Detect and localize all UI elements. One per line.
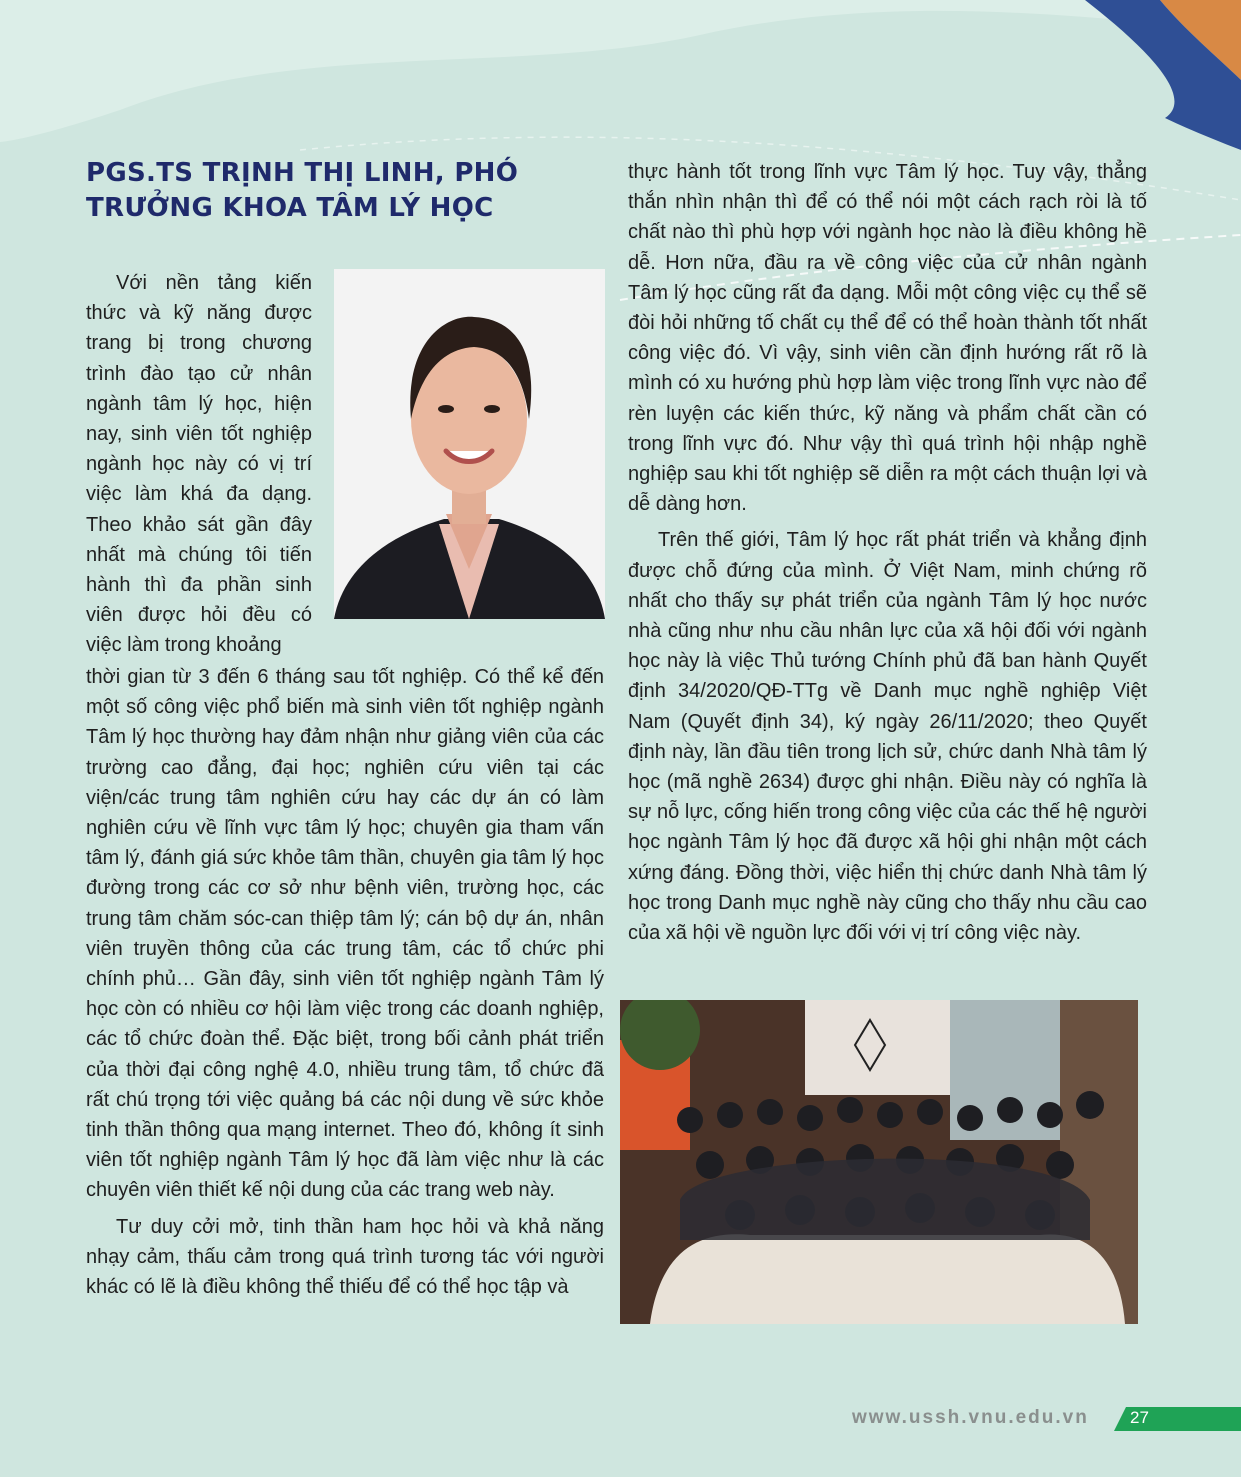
light-wave [0, 0, 1241, 142]
left-column-wide [86, 662, 604, 1302]
article-heading: PGS.TS TRỊNH THỊ LINH, PHÓ TRƯỞNG KHOA TÂM LÝ HỌC [86, 158, 519, 223]
paragraph: Tư duy cởi mở, tinh thần ham học hỏi và khả năng nhạy cảm, thấu cảm trong quá trình tương tác với người khác có lẽ là điều không thể thiếu để có thể học tập và [86, 1215, 604, 1299]
portrait-photo [334, 269, 605, 619]
page-number: 27 [1130, 1408, 1149, 1427]
left-column-narrow [86, 268, 312, 661]
right-column [628, 157, 1147, 948]
paragraph: Với nền tảng kiến thức và kỹ năng được trang bị trong chương trình đào tạo cử nhân ngành tâm lý học, hiện nay, sinh viên tốt nghiệp ngành học này có vị trí việc làm khá đa dạng. Theo khảo sát gần đây nhất mà chúng tôi tiến hành thì đa phần sinh viên được hỏi đều có việc làm trong khoảng [86, 272, 312, 657]
footer-url: www.ussh.vnu.edu.vn [852, 1407, 1089, 1428]
paragraph: thực hành tốt trong lĩnh vực Tâm lý học. Tuy vậy, thẳng thắn nhìn nhận thì để có thể nói một cách rạch ròi là tố chất nào thì phù hợp với ngành học nào là điều không hề dễ. Hơn nữa, đầu ra về công việc của cử nhân ngành Tâm lý học cũng rất đa dạng. Mỗi một công việc cụ thể sẽ đòi hỏi những tố chất cụ thể để có thể hoàn thành tốt nhất công việc đó. Vì vậy, sinh viên cần định hướng rất rõ là mình có xu hướng phù hợp làm việc trong lĩnh vực nào để rèn luyện các kiến thức, kỹ năng và phẩm chất cần có trong lĩnh vực đó. Như vậy thì quá trình hội nhập nghề nghiệp sau khi tốt nghiệp sẽ diễn ra một cách thuận lợi và dễ dàng hơn. [628, 161, 1147, 516]
paragraph: thời gian từ 3 đến 6 tháng sau tốt nghiệp. Có thể kể đến một số công việc phổ biến mà sinh viên tốt nghiệp ngành Tâm lý học thường hay đảm nhận như giảng viên của các trường cao đẳng, đại học; nghiên cứu viên tại các viện/các trung tâm nghiên cứu hay các dự án có làm nghiên cứu về lĩnh vực tâm lý học; chuyên gia tham vấn tâm lý, đánh giá sức khỏe tâm thần, chuyên gia tâm lý học đường trong các cơ sở như bệnh viên, trường học, các trung tâm chăm sóc-can thiệp tâm lý; cán bộ dự án, nhân viên truyền thông của các trung tâm, các tổ chức phi chính phủ… Gần đây, sinh viên tốt nghiệp ngành Tâm lý học còn có nhiều cơ hội làm việc trong các doanh nghiệp, các tổ chức đoàn thể. Đặc biệt, trong bối cảnh phát triển của thời đại công nghệ 4.0, nhiều trung tâm, tổ chức đã rất chú trọng tới việc quảng bá các nội dung về sức khỏe tinh thần thông qua mạng internet. Theo đó, không ít sinh viên tốt nghiệp ngành Tâm lý học đã làm việc như là các chuyên viên thiết kế nội dung của các trang web này. [86, 666, 604, 1202]
paragraph: Trên thế giới, Tâm lý học rất phát triển và khẳng định được chỗ đứng của mình. Ở Việt Nam, minh chứng rõ nhất cho thấy sự phát triển của ngành Tâm lý học nước nhà cũng như nhu cầu nhân lực của xã hội đối với ngành học này là việc Thủ tướng Chính phủ đã ban hành Quyết định 34/2020/QĐ-TTg về Danh mục nghề nghiệp Việt Nam (Quyết định 34), ký ngày 26/11/2020; theo Quyết định này, lần đầu tiên trong lịch sử, chức danh Nhà tâm lý học (mã nghề 2634) được ghi nhận. Điều này có nghĩa là sự nỗ lực, cống hiến trong công việc của các thế hệ người học ngành Tâm lý học đã được xã hội ghi nhận một cách xứng đáng. Đồng thời, việc hiển thị chức danh Nhà tâm lý học trong Danh mục nghề này cũng cho thấy nhu cầu cao của xã hội về nguồn lực đối với vị trí công việc này. [628, 529, 1147, 945]
group-photo [620, 1000, 1138, 1324]
